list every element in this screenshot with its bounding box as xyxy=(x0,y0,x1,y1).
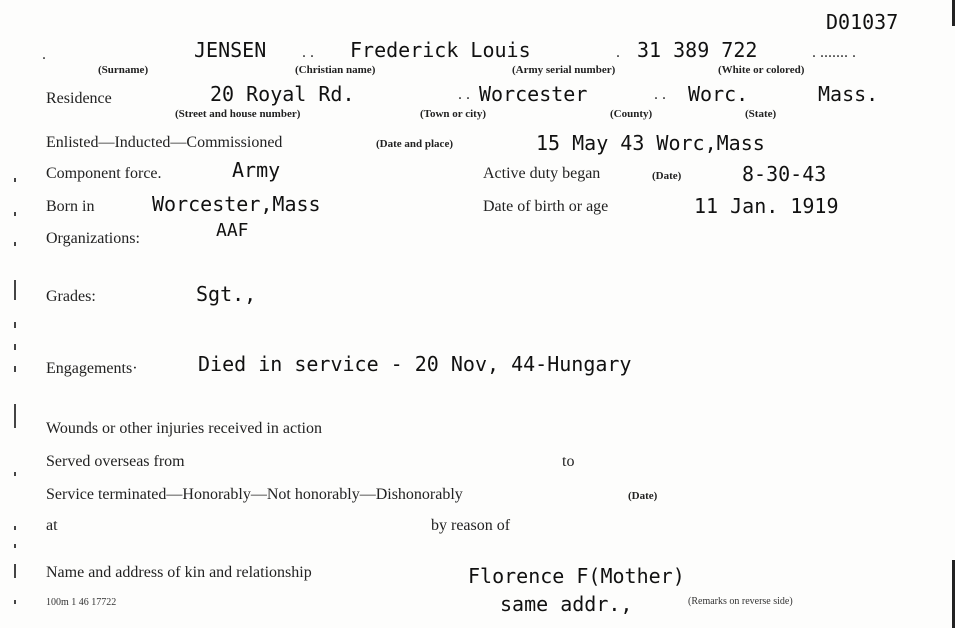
kin-line2: same addr., xyxy=(500,592,633,616)
residence-county: Worc. xyxy=(688,82,749,106)
margin-mark xyxy=(14,366,16,372)
born-value: Worcester,Mass xyxy=(152,192,321,216)
active-duty-label: Active duty began xyxy=(483,165,601,182)
caption-serial: (Army serial number) xyxy=(512,64,616,76)
margin-mark xyxy=(14,322,16,328)
organizations-value: AAF xyxy=(216,220,249,241)
separator-dot: . xyxy=(616,44,620,61)
caption-race: (White or colored) xyxy=(718,64,805,76)
margin-mark xyxy=(14,280,16,300)
margin-mark xyxy=(14,344,16,350)
terminated-label: Service terminated—Honorably—Not honorably—Dishonorably xyxy=(46,486,463,503)
residence-state: Mass. xyxy=(818,82,879,106)
caption-street: (Street and house number) xyxy=(175,108,301,120)
at-label: at xyxy=(46,517,58,534)
christian-name-value: Frederick Louis xyxy=(350,38,531,62)
grades-value: Sgt., xyxy=(196,282,257,306)
wounds-label: Wounds or other injuries received in action xyxy=(46,420,322,437)
overseas-to-label: to xyxy=(562,453,575,470)
army-serial-value: 31 389 722 xyxy=(637,38,758,62)
kin-label: Name and address of kin and relationship xyxy=(46,564,312,581)
caption-state: (State) xyxy=(745,108,777,120)
margin-mark xyxy=(14,242,16,246)
kin-line1: Florence F(Mother) xyxy=(468,564,685,588)
caption-town: (Town or city) xyxy=(420,108,486,120)
active-duty-caption: (Date) xyxy=(652,170,682,182)
margin-mark xyxy=(14,472,16,476)
enlisted-caption: (Date and place) xyxy=(376,138,453,150)
enlisted-label: Enlisted—Inducted—Commissioned xyxy=(46,134,283,151)
margin-mark xyxy=(14,212,16,216)
margin-mark xyxy=(14,404,16,428)
margin-mark xyxy=(14,564,16,578)
margin-mark xyxy=(14,544,16,548)
reason-label: by reason of xyxy=(431,517,511,534)
separator-dots: . . xyxy=(458,86,470,103)
birth-value: 11 Jan. 1919 xyxy=(694,194,839,218)
race-dots: . ....... . xyxy=(812,44,856,61)
separator-dots: . . xyxy=(302,44,314,61)
margin-mark xyxy=(14,178,16,182)
birth-label: Date of birth or age xyxy=(483,198,609,215)
caption-christian-name: (Christian name) xyxy=(295,64,376,76)
active-duty-value: 8-30-43 xyxy=(742,162,827,186)
born-label: Born in xyxy=(46,198,95,215)
margin-mark xyxy=(14,600,16,604)
grades-label: Grades: xyxy=(46,288,96,305)
remarks-caption: (Remarks on reverse side) xyxy=(688,596,793,607)
leading-dot: . xyxy=(42,46,46,63)
residence-label: Residence xyxy=(46,90,112,107)
residence-street: 20 Royal Rd. xyxy=(210,82,355,106)
terminated-caption: (Date) xyxy=(628,490,658,502)
enlisted-value: 15 May 43 Worc,Mass xyxy=(536,131,765,155)
separator-dots: . . xyxy=(654,86,666,103)
caption-county: (County) xyxy=(610,108,653,120)
component-label: Component force. xyxy=(46,165,162,182)
form-code: 100m 1 46 17722 xyxy=(46,597,117,608)
margin-mark xyxy=(14,526,16,530)
overseas-label: Served overseas from xyxy=(46,453,185,470)
card-id: D01037 xyxy=(826,10,899,34)
engagements-label: Engagements· xyxy=(46,360,138,377)
caption-surname: (Surname) xyxy=(98,64,149,76)
component-value: Army xyxy=(232,158,281,182)
engagements-value: Died in service - 20 Nov, 44-Hungary xyxy=(198,352,632,376)
surname-value: JENSEN xyxy=(194,38,267,62)
organizations-label: Organizations: xyxy=(46,230,140,247)
residence-town: Worcester xyxy=(479,82,588,106)
